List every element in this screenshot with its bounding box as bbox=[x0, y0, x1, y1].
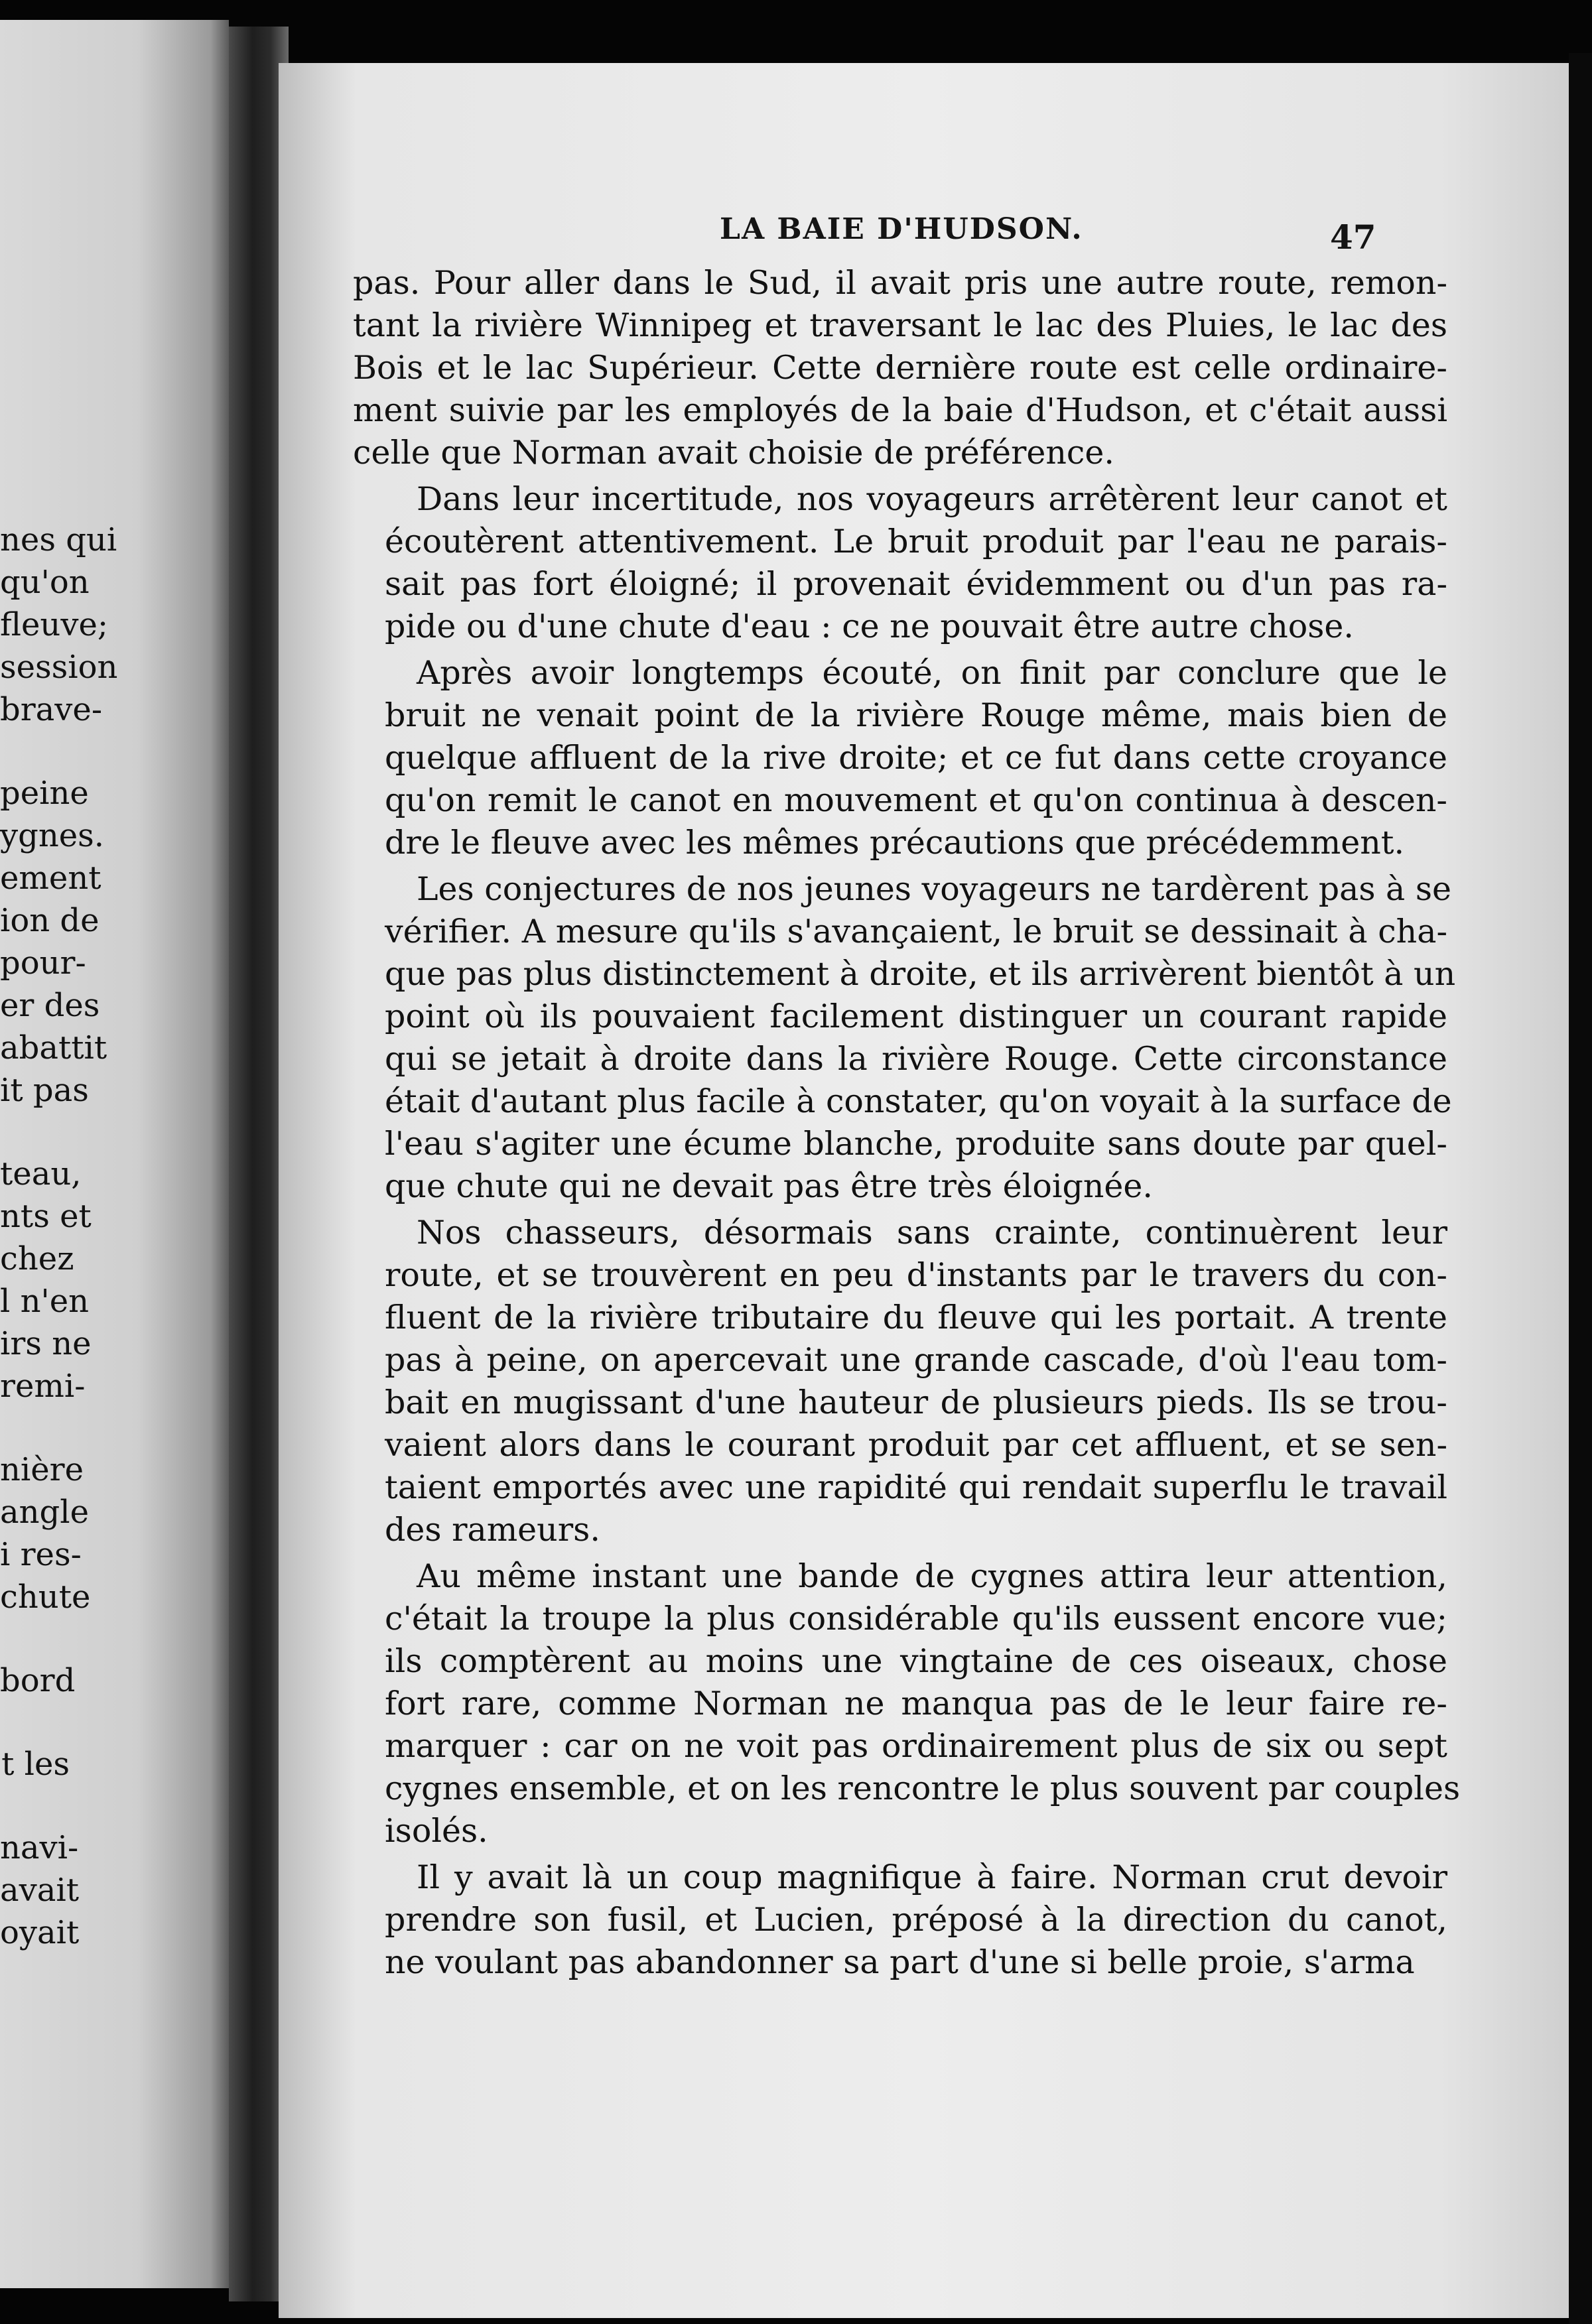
paragraph bbox=[353, 1856, 1447, 1984]
text-line: que chute qui ne devait pas être très éloignée. bbox=[385, 1167, 1153, 1205]
left-page-fragment: remi- bbox=[0, 1368, 86, 1405]
page-header bbox=[279, 212, 1569, 257]
left-page-fragment: t les bbox=[1, 1746, 70, 1783]
text-line: quelque affluent de la rive droite; et ce fut dans cette croyance bbox=[385, 739, 1447, 777]
text-line: bruit ne venait point de la rivière Rouge même, mais bien de bbox=[385, 696, 1447, 734]
text-line: route, et se trouvèrent en peu d'instants par le travers du con- bbox=[385, 1256, 1447, 1294]
text-line: Il y avait là un coup magnifique à faire. Norman crut devoir bbox=[417, 1858, 1447, 1896]
text-line: taient emportés avec une rapidité qui rendait superflu le travail bbox=[385, 1468, 1447, 1506]
running-head: LA BAIE D'HUDSON. bbox=[720, 212, 1083, 246]
left-page-fragment: irs ne bbox=[0, 1325, 92, 1362]
left-page-fragment: chez bbox=[0, 1240, 74, 1277]
text-line: pas à peine, on apercevait une grande cascade, d'où l'eau tom- bbox=[385, 1341, 1447, 1379]
left-page-fragment: peine bbox=[0, 775, 89, 812]
left-page-fragment: nts et bbox=[0, 1198, 92, 1235]
text-line: Nos chasseurs, désormais sans crainte, continuèrent leur bbox=[417, 1214, 1447, 1252]
page-number: 47 bbox=[1330, 218, 1376, 257]
paragraph bbox=[353, 868, 1456, 1208]
left-page-fragment: teau, bbox=[0, 1155, 82, 1193]
text-line: était d'autant plus facile à constater, qu'on voyait à la surface de bbox=[385, 1082, 1452, 1120]
left-page-fragment: chute bbox=[0, 1579, 91, 1616]
left-page-fragment: navi- bbox=[0, 1829, 79, 1866]
text-line: pide ou d'une chute d'eau : ce ne pouvait être autre chose. bbox=[385, 608, 1355, 645]
text-line: pas. Pour aller dans le Sud, il avait pris une autre route, remon- bbox=[353, 264, 1447, 302]
text-line: bait en mugissant d'une hauteur de plusieurs pieds. Ils se trou- bbox=[385, 1384, 1447, 1421]
text-line: que pas plus distinctement à droite, et ils arrivèrent bientôt à un bbox=[385, 955, 1456, 993]
left-page-fragment: ement bbox=[0, 860, 101, 897]
text-line: dre le fleuve avec les mêmes précautions que précédemment. bbox=[385, 824, 1405, 862]
left-page-fragment: angle bbox=[0, 1494, 90, 1531]
text-line: écoutèrent attentivement. Le bruit produit par l'eau ne parais- bbox=[385, 523, 1447, 560]
left-page-fragment: it pas bbox=[0, 1072, 89, 1109]
paragraph bbox=[353, 478, 1447, 648]
main-page bbox=[279, 63, 1569, 2318]
text-line: sait pas fort éloigné; il provenait évidemment ou d'un pas ra- bbox=[385, 565, 1447, 603]
left-page-fragment: abattit bbox=[0, 1029, 107, 1066]
text-line: ment suivie par les employés de la baie d'Hudson, et c'était aussi bbox=[353, 391, 1447, 429]
text-line: isolés. bbox=[385, 1812, 488, 1850]
left-page-fragment: pour- bbox=[0, 944, 86, 982]
left-page-fragment: session bbox=[0, 649, 118, 686]
left-page-fragment: nes qui bbox=[0, 521, 117, 558]
left-page-fragment: fleuve; bbox=[0, 606, 109, 643]
left-page-fragment: er des bbox=[0, 987, 100, 1024]
text-line: tant la rivière Winnipeg et traversant le lac des Pluies, le lac des bbox=[353, 306, 1447, 344]
paragraph bbox=[353, 262, 1447, 474]
text-line: Dans leur incertitude, nos voyageurs arrêtèrent leur canot et bbox=[417, 480, 1447, 518]
text-line: vérifier. A mesure qu'ils s'avançaient, le bruit se dessinait à cha- bbox=[385, 913, 1447, 950]
left-page-fragment: ion de bbox=[0, 902, 100, 939]
text-line: cygnes ensemble, et on les rencontre le plus souvent par couples bbox=[385, 1770, 1461, 1807]
left-page-fragment: avait bbox=[0, 1872, 79, 1909]
text-line: ne voulant pas abandonner sa part d'une si belle proie, s'arma bbox=[385, 1943, 1415, 1981]
paragraph bbox=[353, 1212, 1447, 1551]
text-line: fluent de la rivière tributaire du fleuve qui les portait. A trente bbox=[385, 1299, 1447, 1336]
text-line: vaient alors dans le courant produit par cet affluent, et se sen- bbox=[385, 1426, 1447, 1464]
text-line: Au même instant une bande de cygnes attira leur attention, bbox=[417, 1557, 1447, 1595]
text-line: fort rare, comme Norman ne manqua pas de le leur faire re- bbox=[385, 1685, 1447, 1722]
left-page-fragment: oyait bbox=[0, 1914, 80, 1951]
text-line: Après avoir longtemps écouté, on finit par conclure que le bbox=[417, 654, 1447, 692]
left-page-fragment: nière bbox=[0, 1451, 84, 1488]
body-text bbox=[353, 262, 1461, 1988]
text-line: prendre son fusil, et Lucien, préposé à la direction du canot, bbox=[385, 1901, 1447, 1939]
left-facing-page bbox=[0, 20, 229, 2288]
paragraph bbox=[353, 1555, 1461, 1852]
text-line: l'eau s'agiter une écume blanche, produite sans doute par quel- bbox=[385, 1125, 1447, 1163]
left-page-fragment: bord bbox=[0, 1662, 76, 1699]
paragraph bbox=[353, 652, 1447, 864]
text-line: marquer : car on ne voit pas ordinairement plus de six ou sept bbox=[385, 1727, 1447, 1765]
scan-right-edge bbox=[1569, 53, 1592, 2324]
left-page-fragment: ygnes. bbox=[0, 817, 105, 854]
text-line: des rameurs. bbox=[385, 1511, 600, 1549]
left-page-fragment: i res- bbox=[0, 1536, 82, 1573]
text-line: Bois et le lac Supérieur. Cette dernière route est celle ordinaire- bbox=[353, 349, 1447, 387]
left-page-fragment: brave- bbox=[0, 691, 103, 728]
text-line: qui se jetait à droite dans la rivière Rouge. Cette circonstance bbox=[385, 1040, 1447, 1078]
text-line: ils comptèrent au moins une vingtaine de ces oiseaux, chose bbox=[385, 1642, 1447, 1680]
text-line: c'était la troupe la plus considérable qu'ils eussent encore vue; bbox=[385, 1600, 1447, 1638]
left-page-fragment: qu'on bbox=[0, 564, 90, 601]
text-line: qu'on remit le canot en mouvement et qu'on continua à descen- bbox=[385, 781, 1447, 819]
text-line: celle que Norman avait choisie de préférence. bbox=[353, 434, 1114, 472]
text-line: Les conjectures de nos jeunes voyageurs ne tardèrent pas à se bbox=[417, 870, 1451, 908]
text-line: point où ils pouvaient facilement distinguer un courant rapide bbox=[385, 998, 1447, 1035]
left-page-fragment: l n'en bbox=[0, 1283, 90, 1320]
